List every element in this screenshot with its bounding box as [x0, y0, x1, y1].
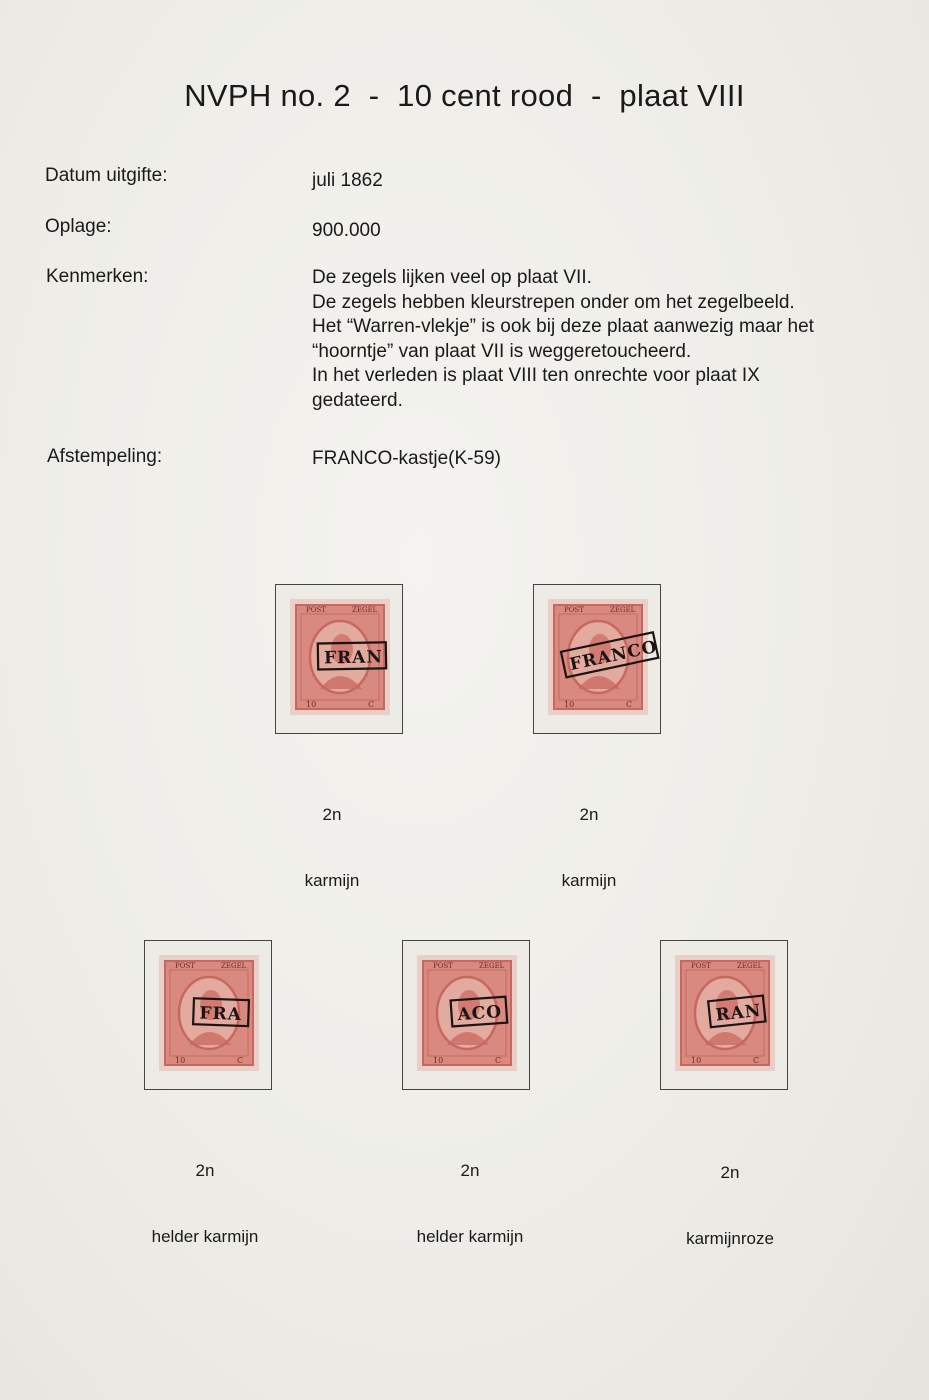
stamp-top-text-2: ZEGEL: [737, 962, 763, 970]
cancel-text: FRANCO: [567, 636, 660, 676]
stamp-code: 2n: [195, 1161, 215, 1180]
stamp-top-text: POST: [175, 962, 195, 970]
stamp-color-name: karmijn: [304, 871, 360, 890]
oplage-label: Oplage:: [45, 216, 112, 237]
stamp-top-text-2: ZEGEL: [479, 962, 505, 970]
stamp-c-text: C: [626, 700, 633, 709]
stamp-top-text: POST: [564, 606, 584, 614]
kenmerken-line: gedateerd.: [312, 389, 403, 411]
afstempeling-label: Afstempeling:: [47, 446, 163, 467]
stamp-code: 2n: [720, 1163, 740, 1182]
datum-value: juli 1862: [312, 170, 383, 191]
cancel-text: FRA: [199, 1003, 243, 1025]
cancel-text: RAN: [714, 1000, 763, 1026]
stamp-top-text: POST: [433, 962, 453, 970]
stamp-top-text-2: ZEGEL: [352, 606, 378, 614]
stamp-top-text: POST: [691, 962, 711, 970]
stamp-image: [403, 941, 531, 1091]
stamp-code: 2n: [579, 805, 599, 824]
stamp-image: [661, 941, 789, 1091]
stamp-top-text-2: ZEGEL: [610, 606, 636, 614]
stamp-caption-2: [489, 760, 689, 914]
stamp-value-text: 10: [433, 1056, 444, 1065]
cancel-text: ACO: [456, 1001, 503, 1026]
stamp-mount-4: [402, 940, 530, 1090]
stamp-mount-5: [660, 940, 788, 1090]
kenmerken-line: De zegels lijken veel op plaat VII.: [312, 267, 592, 288]
stamp-image: [534, 585, 662, 735]
stamp-value-text: 10: [175, 1056, 186, 1065]
stamp-color-name: karmijn: [561, 871, 617, 890]
kenmerken-line: De zegels hebben kleurstrepen onder om het zegelbeeld.: [312, 291, 795, 313]
stamp-caption-1: [232, 760, 432, 914]
stamp-caption-3: [105, 1116, 305, 1270]
stamp-code: 2n: [322, 805, 342, 824]
stamp-image: [145, 941, 273, 1091]
page-title: NVPH no. 2 - 10 cent rood - plaat VIII: [184, 78, 745, 113]
stamp-caption-5: [630, 1118, 830, 1272]
stamp-value-text: 10: [564, 700, 575, 709]
stamp-color-name: helder karmijn: [151, 1227, 259, 1246]
kenmerken-line: “hoorntje” van plaat VII is weggeretoucheerd.: [312, 340, 692, 362]
cancel-text: FRAN: [323, 647, 384, 669]
oplage-value: 900.000: [312, 220, 381, 241]
datum-label: Datum uitgifte:: [45, 165, 168, 186]
stamp-c-text: C: [237, 1056, 244, 1065]
stamp-top-text-2: ZEGEL: [221, 962, 247, 970]
afstempeling-value: FRANCO-kastje(K-59): [312, 448, 501, 469]
stamp-color-name: helder karmijn: [416, 1227, 524, 1246]
stamp-mount-1: [275, 584, 403, 734]
stamp-c-text: C: [495, 1056, 502, 1065]
stamp-c-text: C: [368, 700, 375, 709]
stamp-color-name: karmijnroze: [686, 1229, 774, 1248]
stamp-mount-3: [144, 940, 272, 1090]
stamp-mount-2: [533, 584, 661, 734]
stamp-code: 2n: [460, 1161, 480, 1180]
stamp-value-text: 10: [691, 1056, 702, 1065]
kenmerken-label: Kenmerken:: [46, 266, 149, 287]
stamp-caption-4: [370, 1116, 570, 1270]
stamp-value-text: 10: [306, 700, 317, 709]
stamp-c-text: C: [753, 1056, 760, 1065]
stamp-top-text: POST: [306, 606, 326, 614]
kenmerken-text: [312, 266, 814, 414]
kenmerken-line: Het “Warren-vlekje” is ook bij deze plaat aanwezig maar het: [312, 316, 814, 338]
kenmerken-line: In het verleden is plaat VIII ten onrechte voor plaat IX: [312, 365, 760, 387]
stamp-image: [276, 585, 404, 735]
